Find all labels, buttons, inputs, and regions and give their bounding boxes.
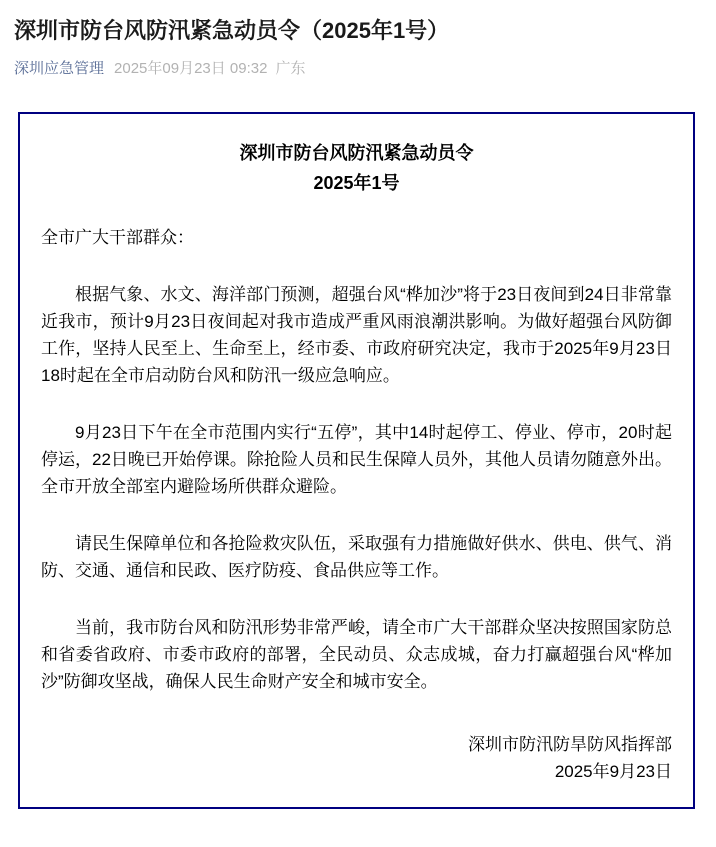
article-byline — [14, 58, 702, 79]
signature-block — [41, 731, 672, 785]
notice-paragraph-1: 根据气象、水文、海洋部门预测，超强台风“桦加沙”将于23日夜间到24日非常靠近我市，预计9月23日夜间起对我市造成严重风雨浪潮洪影响。为做好超强台风防御工作，坚持人民至上、生命至上，经市委、市政府研究决定，我市于2025年9月23日18时起在全市启动防台风和防汛一级应急响应。 — [41, 285, 672, 385]
signature-org: 深圳市防汛防旱防风指挥部 — [468, 735, 672, 754]
account-name-link[interactable]: 深圳应急管理 — [14, 60, 105, 77]
wechat-article-page — [0, 15, 716, 809]
publish-datetime: 2025年09月23日 09:32 — [114, 60, 268, 77]
notice-title: 深圳市防台风防汛紧急动员令 — [239, 143, 474, 163]
article-title: 深圳市防台风防汛紧急动员令（2025年1号） — [14, 18, 450, 43]
notice-paragraph-4: 当前，我市防台风和防汛形势非常严峻，请全市广大干部群众坚决按照国家防总和省委省政府、市委市政府的部署，全民动员、众志成城，奋力打赢超强台风“桦加沙”防御攻坚战，确保人民生命财产安全和城市安全。 — [41, 618, 672, 691]
publish-location: 广东 — [275, 60, 306, 77]
notice-box — [18, 112, 695, 809]
notice-paragraph-3: 请民生保障单位和各抢险救灾队伍，采取强有力措施做好供水、供电、供气、消防、交通、通信和民政、医疗防疫、食品供应等工作。 — [41, 534, 672, 580]
notice-number: 2025年1号 — [313, 173, 400, 193]
notice-paragraph-2: 9月23日下午在全市范围内实行“五停”，其中14时起停工、停业、停市，20时起停运，22日晚已开始停课。除抢险人员和民生保障人员外，其他人员请勿随意外出。全市开放全部室内避险场所供群众避险。 — [41, 423, 672, 496]
signature-date: 2025年9月23日 — [554, 762, 672, 781]
notice-salutation: 全市广大干部群众： — [41, 228, 194, 247]
